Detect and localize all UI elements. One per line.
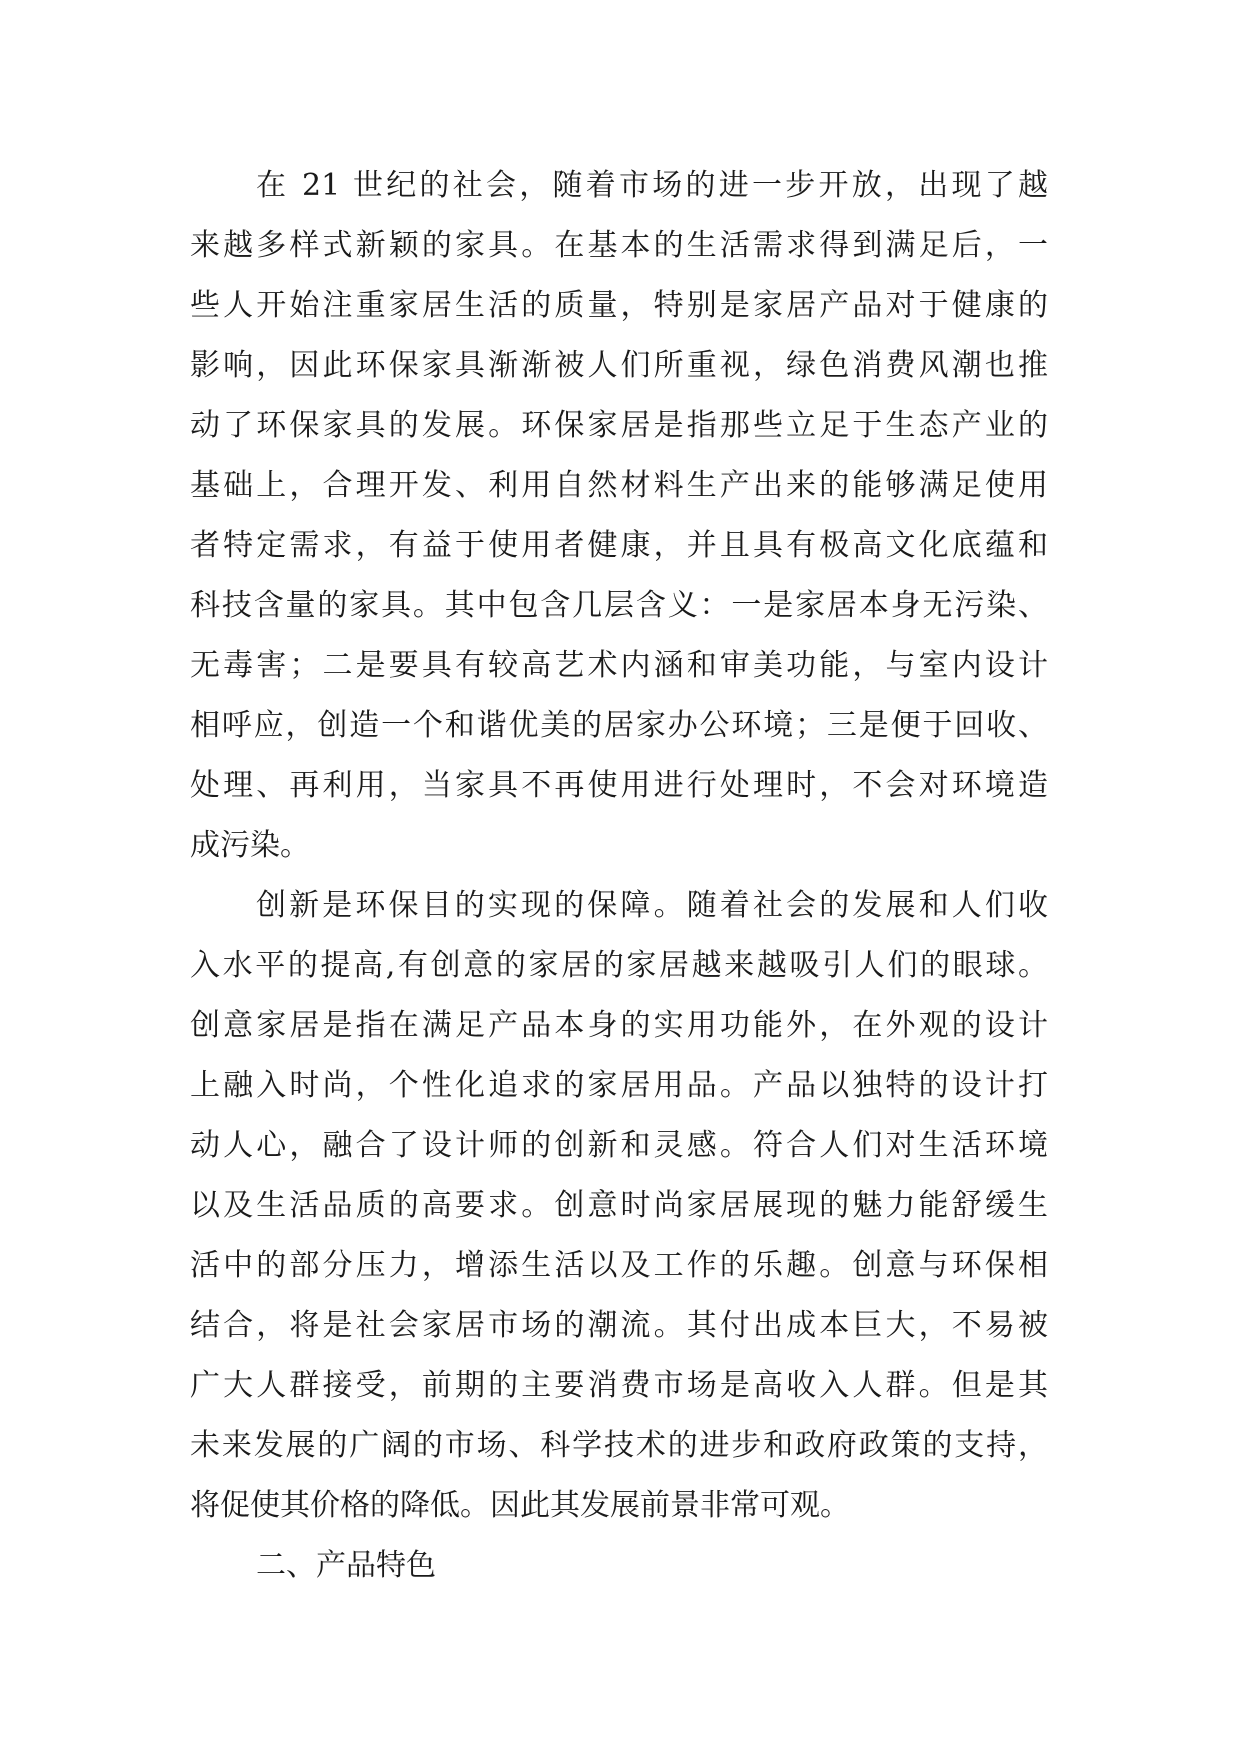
- paragraph-line: 动了环保家具的发展。环保家居是指那些立足于生态产业的: [190, 408, 1048, 443]
- paragraph-line: 创新是环保目的实现的保障。随着社会的发展和人们收: [256, 888, 1048, 923]
- paragraph-line: 将促使其价格的降低。因此其发展前景非常可观。: [190, 1488, 850, 1523]
- paragraph-line: 广大人群接受，前期的主要消费市场是高收入人群。但是其: [190, 1368, 1048, 1403]
- paragraph-2: [190, 876, 1048, 1536]
- paragraph-line: 入水平的提高,有创意的家居的家居越来越吸引人们的眼球。: [190, 948, 1048, 983]
- paragraph-line: 创意家居是指在满足产品本身的实用功能外，在外观的设计: [190, 1008, 1048, 1043]
- paragraph-line: 者特定需求，有益于使用者健康，并且具有极高文化底蕴和: [190, 528, 1048, 563]
- paragraph-line: 处理、再利用，当家具不再使用进行处理时，不会对环境造: [190, 768, 1048, 803]
- paragraph-line: 些人开始注重家居生活的质量，特别是家居产品对于健康的: [190, 288, 1048, 323]
- paragraph-1: [190, 156, 1048, 876]
- paragraph-line: 结合，将是社会家居市场的潮流。其付出成本巨大，不易被: [190, 1308, 1048, 1343]
- paragraph-line: 未来发展的广阔的市场、科学技术的进步和政府政策的支持，: [190, 1428, 1048, 1463]
- paragraph-line: 活中的部分压力，增添生活以及工作的乐趣。创意与环保相: [190, 1248, 1048, 1283]
- paragraph-line: 动人心，融合了设计师的创新和灵感。符合人们对生活环境: [190, 1128, 1048, 1163]
- paragraph-line: 相呼应，创造一个和谐优美的居家办公环境；三是便于回收、: [190, 708, 1048, 743]
- paragraph-line: 以及生活品质的高要求。创意时尚家居展现的魅力能舒缓生: [190, 1188, 1048, 1223]
- paragraph-line: 来越多样式新颖的家具。在基本的生活需求得到满足后，一: [190, 228, 1048, 263]
- paragraph-line: 上融入时尚，个性化追求的家居用品。产品以独特的设计打: [190, 1068, 1048, 1103]
- paragraph-line: 基础上，合理开发、利用自然材料生产出来的能够满足使用: [190, 468, 1048, 503]
- document-body: [190, 156, 1048, 1596]
- paragraph-line: 在 21 世纪的社会，随着市场的进一步开放，出现了越: [256, 168, 1048, 203]
- paragraph-line: 影响，因此环保家具渐渐被人们所重视，绿色消费风潮也推: [190, 348, 1048, 383]
- section-heading: 二、产品特色: [256, 1548, 436, 1583]
- paragraph-line: 科技含量的家具。其中包含几层含义：一是家居本身无污染、: [190, 588, 1048, 623]
- paragraph-line: 成污染。: [190, 828, 310, 863]
- paragraph-line: 无毒害；二是要具有较高艺术内涵和审美功能，与室内设计: [190, 648, 1048, 683]
